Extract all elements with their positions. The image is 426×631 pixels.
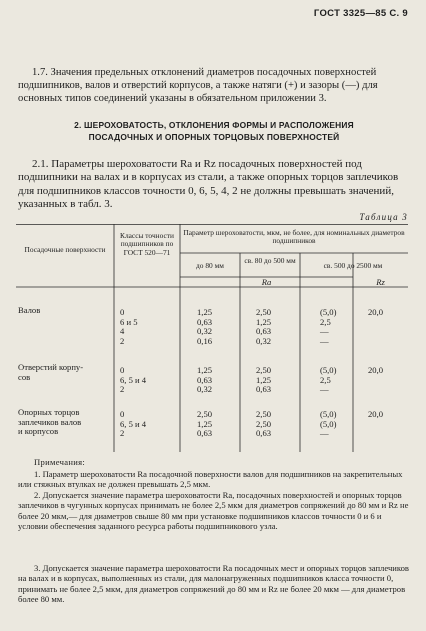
class-cell: 6, 5 и 4 [120, 418, 147, 429]
value-cell: 1,25 [197, 418, 213, 429]
row-shafts-surface [18, 306, 40, 316]
value-cell: 0,32 [197, 326, 213, 337]
value-cell: — [320, 428, 329, 439]
value-cell: 2,50 [256, 418, 272, 429]
row-housings-surface [18, 363, 83, 382]
row-shafts-classes [120, 308, 138, 346]
note-2: 2. Допускается значение параметра шероховатости Ra, посадочных поверхностей и опорных торцов заплечиков в чугунных корпусах принимать не более 2,5 мкм для диаметров сопряжений до 80 мм и Rz не более 20 мкм,— для диаметров свыше 80 мм при установке подшипников классов точности 0 и 6 и условии обеспечения заданного ресурса работы подшипникового узла. [18, 490, 409, 532]
class-cell: 4 [120, 326, 125, 337]
value-cell: 2,50 [256, 365, 272, 375]
row-housings-d3 [320, 366, 336, 395]
class-cell: 0 [120, 365, 125, 375]
row-housings-surface-line: Отверстий корпу- [18, 362, 84, 372]
section-title-line-2: ПОСАДОЧНЫХ И ОПОРНЫХ ТОРЦОВЫХ ПОВЕРХНОСТЕЙ [88, 131, 340, 142]
row-shafts-surface-line: Валов [18, 305, 41, 315]
value-cell: 2,50 [197, 409, 213, 419]
class-cell: 6, 5 и 4 [120, 374, 147, 385]
value-cell: 1,25 [197, 365, 213, 375]
header-surface: Посадочные поверхности [24, 245, 106, 254]
value-cell: 2,5 [320, 374, 331, 385]
value-cell: — [320, 335, 329, 346]
header-ra: Ra [261, 277, 272, 287]
section-title-line-1: 2. ШЕРОХОВАТОСТЬ, ОТКЛОНЕНИЯ ФОРМЫ И РАСПОЛОЖЕНИЯ [74, 120, 354, 130]
value-cell: 20,0 [368, 307, 384, 317]
row-shafts-d3 [320, 308, 336, 346]
row-housings-classes [120, 366, 146, 395]
table-caption: Таблица 3 [359, 212, 408, 222]
value-cell: 2,50 [256, 409, 272, 419]
section-title [18, 120, 410, 143]
value-cell: 1,25 [256, 316, 272, 327]
row-faces-d3 [320, 410, 336, 439]
value-cell: 0,63 [256, 384, 272, 395]
value-cell: 0,32 [256, 335, 272, 346]
value-cell: 0,32 [197, 384, 213, 395]
class-cell: 2 [120, 384, 125, 395]
class-cell: 2 [120, 335, 125, 346]
value-cell: (5,0) [320, 418, 337, 429]
class-cell: 2 [120, 428, 125, 439]
value-cell: (5,0) [320, 365, 337, 375]
value-cell: 2,50 [256, 307, 272, 317]
value-cell: (5,0) [320, 307, 337, 317]
value-cell: — [320, 326, 329, 337]
value-cell: 2,5 [320, 316, 331, 327]
note-3: 3. Допускается значение параметра шероховатости Ra посадочных мест и опорных торцов заплечиков на валах и в корпусах, выполненных из стали, для малонагруженных подшипников класса точности 0, принимать не более 2,5 мкм, для диаметров сопряжений до 80 мм и Rz не более 20 мкм — для диаметров более 80 мм. [18, 563, 409, 605]
notes-title: Примечания: [34, 457, 86, 467]
value-cell: 0,16 [197, 335, 213, 346]
row-housings-d1 [197, 366, 212, 395]
row-shafts-rz [368, 308, 383, 318]
paragraph-1-7: 1.7. Значения предельных отклонений диаметров посадочных поверхностей подшипников, валов и отверстий корпусов, а также натяги (+) и зазоры (—) для основных типов соединений указаны в обязательном приложении 3. [18, 67, 378, 105]
header-d2: св. 80 до 500 мм [244, 256, 296, 265]
row-faces-classes [120, 410, 146, 439]
class-cell: 0 [120, 409, 125, 419]
row-faces-rz [368, 410, 383, 420]
page-header: ГОСТ 3325—85 С. 9 [313, 8, 408, 19]
value-cell: 0,63 [256, 326, 272, 337]
row-faces-surface-line: заплечиков валов [18, 416, 82, 427]
value-cell: 1,25 [197, 307, 213, 317]
row-faces-d2 [256, 410, 271, 439]
row-shafts-d1 [197, 308, 212, 346]
value-cell: 0,63 [197, 428, 213, 439]
row-faces-surface [18, 408, 81, 437]
row-faces-surface-line: и корпусов [18, 426, 59, 437]
note-1: 1. Параметр шероховатости Ra посадочной поверхности валов для подшипников на закрепительных или стяжных втулках не должен превышать 2,5 мкм. [18, 469, 403, 490]
value-cell: — [320, 384, 329, 395]
paragraph-2-1: 2.1. Параметры шероховатости Ra и Rz посадочных поверхностей под подшипники на валах и в корпусах из стали, а также опорных торцов заплечиков для подшипников классов точности 0, 6, 5, 4, 2 не должны превышать значений, указанных в табл. 3. [18, 158, 399, 211]
row-faces-d1 [197, 410, 212, 439]
row-housings-d2 [256, 366, 271, 395]
value-cell: 0,63 [256, 428, 272, 439]
row-housings-surface-line: сов [18, 371, 31, 382]
class-cell: 6 и 5 [120, 316, 138, 327]
value-cell: (5,0) [320, 409, 337, 419]
value-cell: 0,63 [197, 316, 213, 327]
value-cell: 0,63 [197, 374, 213, 385]
header-d1: до 80 мм [196, 261, 224, 270]
header-params: Параметр шероховатости, мкм, не более, для номинальных диаметров подшипников [183, 228, 405, 246]
header-rz: Rz [376, 277, 385, 287]
row-faces-surface-line: Опорных торцов [18, 407, 80, 417]
value-cell: 20,0 [368, 365, 384, 375]
row-housings-rz [368, 366, 383, 376]
header-d3: св. 500 до 2500 мм [323, 261, 383, 270]
roughness-table [16, 224, 408, 452]
value-cell: 1,25 [256, 374, 272, 385]
value-cell: 20,0 [368, 409, 384, 419]
row-shafts-d2 [256, 308, 271, 346]
class-cell: 0 [120, 307, 125, 317]
header-class: Классы точности подшипников по ГОСТ 520—71 [120, 231, 174, 257]
